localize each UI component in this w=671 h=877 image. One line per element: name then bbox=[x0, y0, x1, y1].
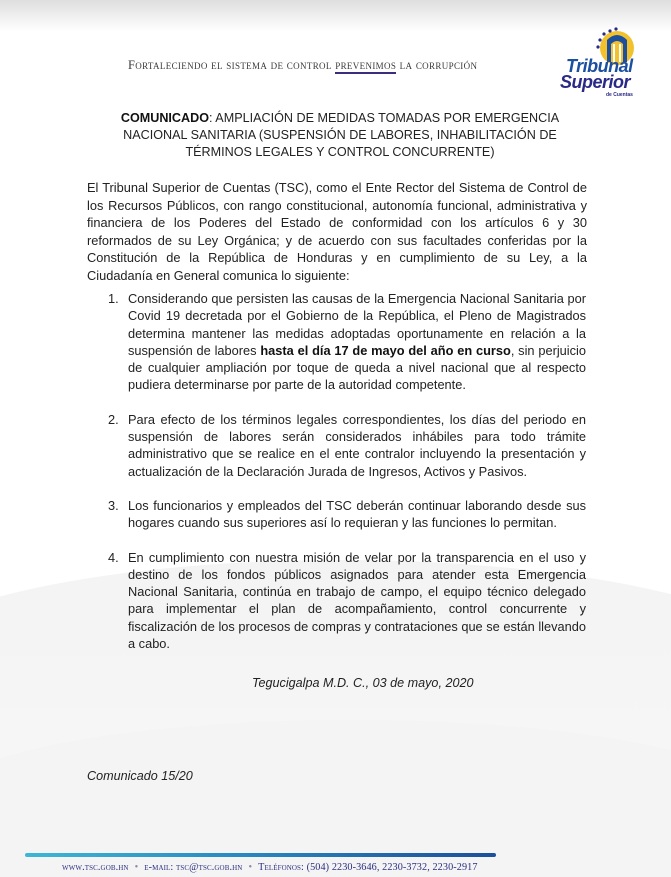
tsc-logo bbox=[560, 26, 665, 104]
footer-email[interactable]: e-mail: tsc@tsc.gob.hn bbox=[144, 862, 243, 873]
place-and-date: Tegucigalpa M.D. C., 03 de mayo, 2020 bbox=[252, 676, 474, 690]
logo-text-superior: Superior bbox=[560, 72, 631, 92]
list-item bbox=[108, 497, 586, 532]
tagline-text-end: la corrupción bbox=[396, 58, 478, 72]
logo-text-tribunal: Tribunal bbox=[566, 56, 633, 76]
item-text-end: , sin perjuicio de cualquier ampliación por toque de queda a nivel nacional que al respecto pudiera determinarse por parte de la autoridad competente. bbox=[128, 342, 586, 393]
intro-paragraph: El Tribunal Superior de Cuentas (TSC), como el Ente Rector del Sistema de Control de los Recursos Públicos, con rango constitucional, autonomía funcional, administrativa y financiera de los Poderes del Estado de conformidad con los artículos 6 y 30 reformados de su Ley Orgánica; y de acuerdo con sus facultades conferidas por la Constitución de la República de Honduras y en cumplimiento de su Ley, a la Ciudadanía en General comunica lo siguiente: bbox=[87, 180, 587, 283]
measures-list bbox=[108, 290, 586, 669]
footer-divider bbox=[25, 853, 496, 857]
item-number: 1. bbox=[108, 291, 119, 306]
heading-label: COMUNICADO bbox=[120, 111, 209, 125]
footer-contact bbox=[62, 862, 478, 873]
list-item bbox=[108, 549, 586, 653]
item-bold-text: hasta el día 17 de mayo del año en curso bbox=[260, 342, 511, 358]
item-text: Considerando que persisten las causas de la Emergencia Nacional Sanitaria por Covid 19 decretada por el Gobierno de la República, el Pleno de Magistrados determina mantener las medidas adoptadas oportunamente en relación a la suspensión de labores bbox=[128, 291, 586, 358]
logo-text-de-cuentas: de Cuentas bbox=[606, 92, 633, 98]
item-text: Para efecto de los términos legales correspondientes, los días del periodo en suspensión de labores serán considerados inhábiles para todo trámite administrativo que se realice en el ente contralor incluyendo la presentación y actualización de la Declaración Jurada de Ingresos, Activos y Pasivos. bbox=[128, 411, 586, 479]
footer-phones: Teléfonos: (504) 2230-3646, 2230-3732, 2230-2917 bbox=[258, 862, 478, 873]
item-text: En cumplimiento con nuestra misión de velar por la transparencia en el uso y destino de los fondos públicos asignados para atender esta Emergencia Nacional Sanitaria, continúa en trabajo de campo, el equipo técnico delegado para implementar el plan de acompañamiento, control concurrente y fiscalización de los procesos de compras y contrataciones que se están llevando a cabo. bbox=[128, 549, 586, 652]
heading-text: : AMPLIACIÓN DE MEDIDAS TOMADAS POR EMERGENCIA NACIONAL SANITARIA (SUSPENSIÓN DE LABORES, INHABILITACIÓN DE TÉRMINOS LEGALES Y CONTROL CONCURRENTE) bbox=[123, 111, 560, 159]
item-text: Los funcionarios y empleados del TSC deberán continuar laborando desde sus hogares cuando sus superiores así lo requieran y las funciones lo permitan. bbox=[128, 497, 586, 531]
footer-website[interactable]: www.tsc.gob.hn bbox=[62, 862, 129, 873]
tagline-text-start: Fortaleciendo el sistema de control bbox=[128, 58, 336, 72]
communique-number: Comunicado 15/20 bbox=[87, 769, 193, 783]
item-number: 2. bbox=[108, 411, 119, 427]
communique-heading bbox=[95, 110, 585, 161]
list-item bbox=[108, 411, 586, 480]
header-tagline bbox=[128, 58, 477, 73]
item-number: 4. bbox=[108, 549, 119, 565]
tagline-emphasis: prevenimos bbox=[335, 58, 397, 72]
item-number: 3. bbox=[108, 497, 119, 513]
list-item bbox=[108, 290, 586, 394]
footer-separator: • bbox=[134, 862, 139, 873]
footer-separator: • bbox=[248, 862, 253, 873]
